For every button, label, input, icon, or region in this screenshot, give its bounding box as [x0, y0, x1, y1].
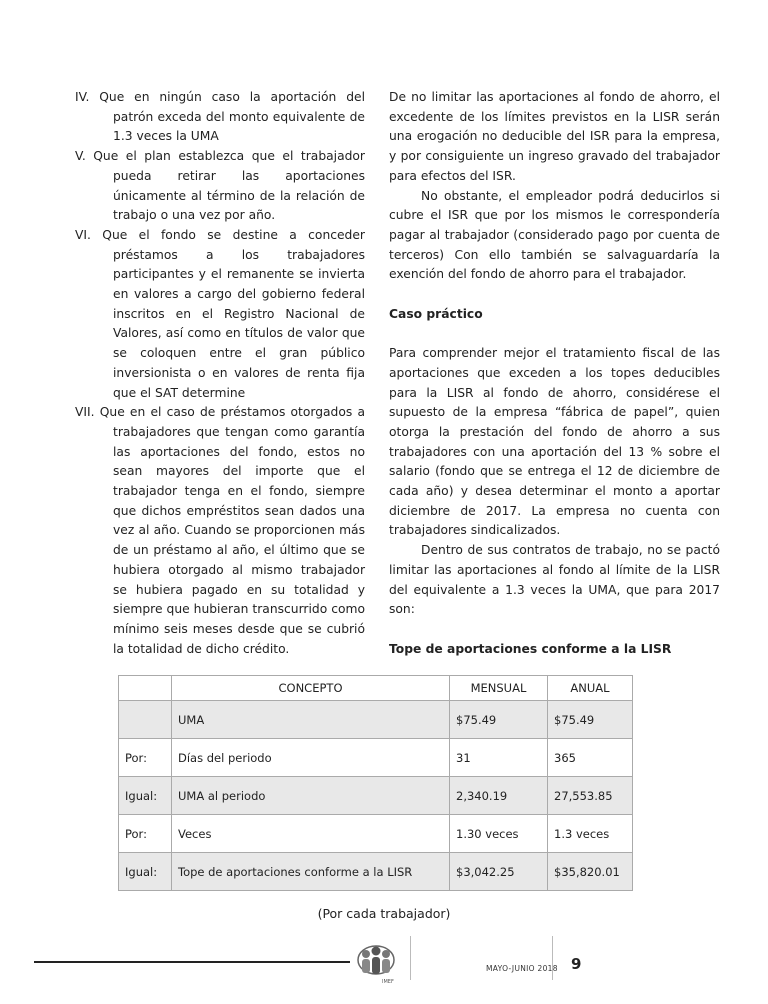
section-heading: Tope de aportaciones conforme a la LISR	[389, 641, 672, 656]
paragraph: No obstante, el empleador podrá deducirlos si cubre el ISR que por los mismos le correspondería pagar al trabajador (considerado pago por cuenta de terceros) Con ello también se salvaguardaría la exención del fondo de ahorro para el trabajador.	[389, 188, 720, 282]
imef-logo	[352, 942, 400, 986]
left-column	[75, 88, 365, 659]
table-cell: 27,553.85	[548, 777, 633, 815]
table-row	[119, 815, 633, 853]
table-cell: UMA al periodo	[172, 777, 450, 815]
footer-divider	[410, 936, 411, 980]
table-cell: Tope de aportaciones conforme a la LISR	[172, 853, 450, 891]
section-heading: Caso práctico	[389, 306, 483, 321]
table-cell: $75.49	[450, 701, 548, 739]
table-cell: Por:	[119, 739, 172, 777]
table-cell: 365	[548, 739, 633, 777]
header-cell	[119, 676, 172, 701]
tope-table	[118, 675, 633, 891]
table-row	[119, 739, 633, 777]
right-column	[389, 88, 720, 659]
table-row	[119, 777, 633, 815]
table-cell: $75.49	[548, 701, 633, 739]
table-cell: $35,820.01	[548, 853, 633, 891]
table-cell: Veces	[172, 815, 450, 853]
table-cell: Días del periodo	[172, 739, 450, 777]
paragraph: Dentro de sus contratos de trabajo, no se pactó limitar las aportaciones al fondo al límite de la LISR del equivalente a 1.3 veces la UMA, que para 2017 son:	[389, 543, 720, 617]
table-cell: 31	[450, 739, 548, 777]
list-item: IV. Que en ningún caso la aportación del patrón exceda del monto equivalente de 1.3 veces la UMA	[75, 90, 365, 144]
header-cell: ANUAL	[548, 676, 633, 701]
table-cell: Igual:	[119, 853, 172, 891]
table-cell: $3,042.25	[450, 853, 548, 891]
list-item: VI. Que el fondo se destine a conceder préstamos a los trabajadores participantes y el remanente se invierta en valores a cargo del gobierno federal inscritos en el Registro Nacional de Valores, así como en títulos de valor que se coloquen entre el gran público inversionista o en valores de renta fija que el SAT determine	[75, 227, 365, 400]
table-row	[119, 701, 633, 739]
table-footnote: (Por cada trabajador)	[317, 906, 451, 921]
table-cell: 1.3 veces	[548, 815, 633, 853]
page-number: 9	[571, 955, 582, 973]
footer-divider	[552, 936, 553, 980]
table-cell: 1.30 veces	[450, 815, 548, 853]
footer-rule	[34, 961, 350, 963]
table-cell: 2,340.19	[450, 777, 548, 815]
logo-text: IMEF	[382, 979, 394, 985]
table-row	[119, 853, 633, 891]
table-cell	[119, 701, 172, 739]
table-cell: Igual:	[119, 777, 172, 815]
table-header-row	[119, 676, 633, 701]
list-item: V. Que el plan establezca que el trabajador pueda retirar las aportaciones únicamente al término de la relación de trabajo o una vez por año.	[75, 149, 365, 223]
issue-date: MAYO-JUNIO 2018	[486, 964, 558, 973]
table-cell: UMA	[172, 701, 450, 739]
header-cell: CONCEPTO	[172, 676, 450, 701]
table-cell: Por:	[119, 815, 172, 853]
paragraph: De no limitar las aportaciones al fondo de ahorro, el excedente de los límites previstos en la LISR serán una erogación no deducible del ISR para la empresa, y por consiguiente un ingreso gravado del trabajador para efectos del ISR.	[389, 90, 720, 183]
header-cell: MENSUAL	[450, 676, 548, 701]
paragraph: Para comprender mejor el tratamiento fiscal de las aportaciones que exceden a los topes deducibles para la LISR al fondo de ahorro, considérese el supuesto de la empresa “fábrica de papel”, quien otorga la prestación del fondo de ahorro a sus trabajadores con una aportación del 13 % sobre el salario (fondo que se entrega el 12 de diciembre de cada año) y desea determinar el monto a aportar diciembre de 2017. La empresa no cuenta con trabajadores sindicalizados.	[389, 346, 720, 538]
list-item: VII. Que en el caso de préstamos otorgados a trabajadores que tengan como garantía las aportaciones del fondo, estos no sean mayores del importe que el trabajador tenga en el fondo, siempre que dichos empréstitos sean dados una vez al año. Cuando se proporcionen más de un préstamo al año, el último que se hubiera otorgado al mismo trabajador se hubiera pagado en su totalidad y siempre que hubieran transcurrido como mínimo seis meses desde que se cubrió la totalidad de dicho crédito.	[75, 405, 365, 656]
